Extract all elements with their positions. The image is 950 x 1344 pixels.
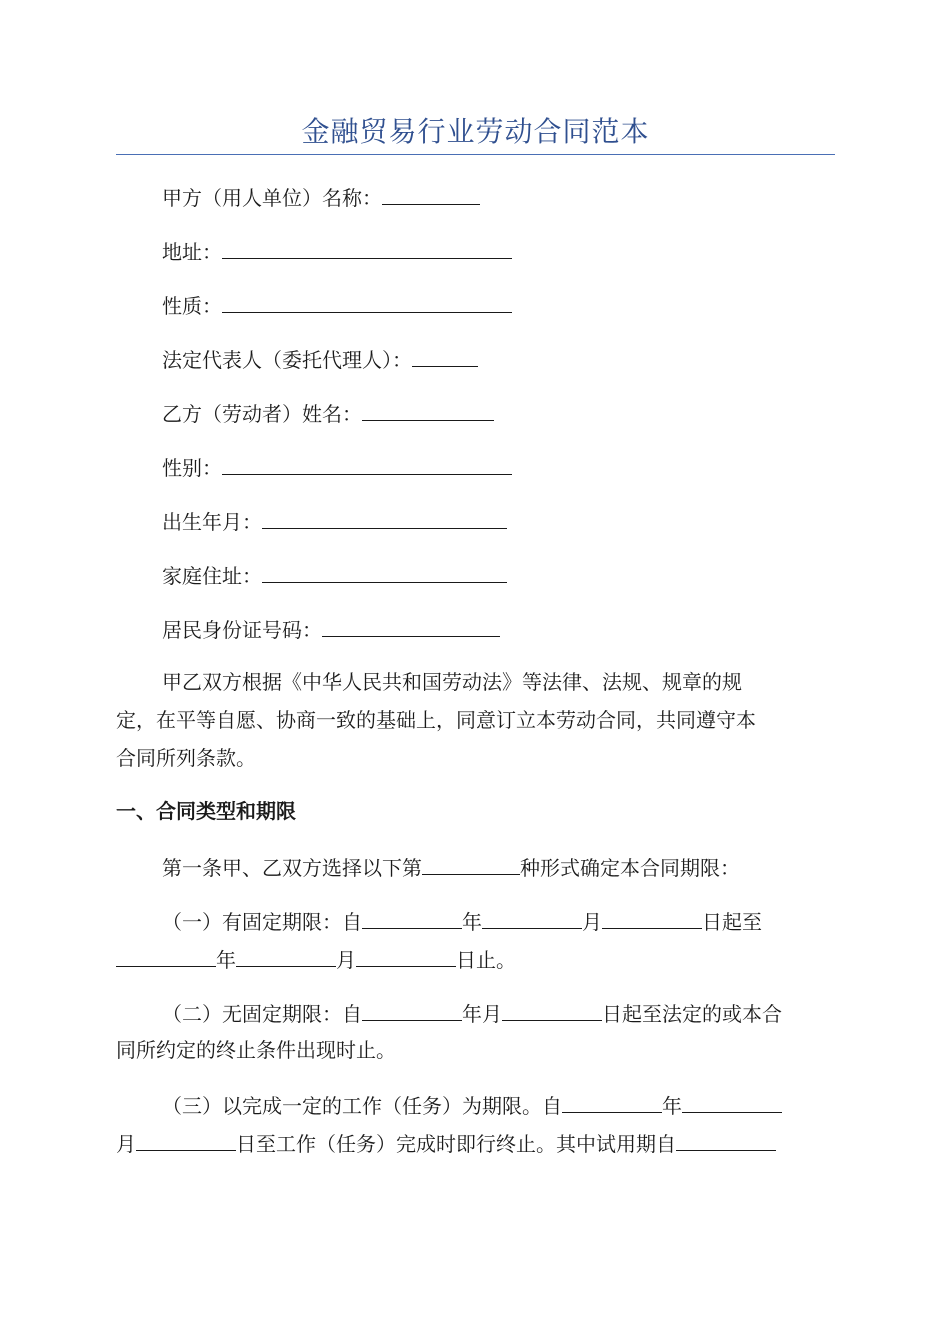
clause-text: 日止。 <box>456 948 516 972</box>
article-1 <box>162 852 740 882</box>
clause-text: 日至工作（任务）完成时即行终止。其中试用期自 <box>236 1132 676 1156</box>
section-heading: 一、合同类型和期限 <box>116 799 296 823</box>
blank-line[interactable] <box>116 944 216 967</box>
clause-text: 年 <box>216 948 236 972</box>
field-home-address <box>162 560 507 590</box>
field-address <box>162 236 512 266</box>
clause-text: （一）有固定期限：自 <box>162 910 362 934</box>
field-label: 地址： <box>162 240 222 264</box>
clause-task-term-cont <box>116 1128 776 1158</box>
blank-line[interactable] <box>222 452 512 475</box>
clause-fixed-term <box>162 906 762 936</box>
blank-line[interactable] <box>136 1128 236 1151</box>
field-label: 居民身份证号码： <box>162 618 322 642</box>
field-label: 法定代表人（委托代理人）： <box>162 348 412 372</box>
clause-text: （三）以完成一定的工作（任务）为期限。自 <box>162 1094 562 1118</box>
field-label: 乙方（劳动者）姓名： <box>162 402 362 426</box>
blank-line[interactable] <box>322 614 500 637</box>
clause-text: （二）无固定期限：自 <box>162 1002 362 1026</box>
blank-line[interactable] <box>356 944 456 967</box>
field-legal-representative <box>162 344 478 374</box>
clause-text: 日起至 <box>702 910 762 934</box>
clause-text: 日起至法定的或本合 <box>602 1002 782 1026</box>
clause-open-term-cont: 同所约定的终止条件出现时止。 <box>116 1038 396 1062</box>
article-text: 种形式确定本合同期限： <box>520 856 740 880</box>
blank-line[interactable] <box>222 290 512 313</box>
field-label: 出生年月： <box>162 510 262 534</box>
clause-fixed-term-cont <box>116 944 516 974</box>
intro-paragraph-line: 甲乙双方根据《中华人民共和国劳动法》等法律、法规、规章的规 <box>162 670 742 694</box>
field-label: 性质： <box>162 294 222 318</box>
blank-line[interactable] <box>502 998 602 1021</box>
title-underline <box>116 154 835 155</box>
clause-text: 年 <box>462 910 482 934</box>
clause-text: 年 <box>662 1094 682 1118</box>
field-label: 家庭住址： <box>162 564 262 588</box>
document-title: 金融贸易行业劳动合同范本 <box>301 115 650 148</box>
clause-text: 月 <box>336 948 356 972</box>
blank-line[interactable] <box>682 1090 782 1113</box>
clause-text: 月 <box>582 910 602 934</box>
blank-line[interactable] <box>362 906 462 929</box>
intro-paragraph-line: 定，在平等自愿、协商一致的基础上，同意订立本劳动合同，共同遵守本 <box>116 708 756 732</box>
article-text: 第一条甲、乙双方选择以下第 <box>162 856 422 880</box>
intro-paragraph-line: 合同所列条款。 <box>116 746 256 770</box>
field-party-a-name <box>162 182 480 212</box>
blank-line[interactable] <box>362 998 462 1021</box>
blank-line[interactable] <box>602 906 702 929</box>
field-gender <box>162 452 512 482</box>
blank-line[interactable] <box>222 236 512 259</box>
clause-task-term <box>162 1090 782 1120</box>
blank-line[interactable] <box>262 560 507 583</box>
clause-text: 月 <box>116 1132 136 1156</box>
field-party-b-name <box>162 398 494 428</box>
field-nature <box>162 290 512 320</box>
blank-line[interactable] <box>236 944 336 967</box>
field-id-number <box>162 614 500 644</box>
blank-line[interactable] <box>362 398 494 421</box>
blank-line[interactable] <box>482 906 582 929</box>
blank-line[interactable] <box>412 344 478 367</box>
field-label: 甲方（用人单位）名称： <box>162 186 382 210</box>
clause-open-term <box>162 998 782 1028</box>
clause-text: 年月 <box>462 1002 502 1026</box>
blank-line[interactable] <box>422 852 520 875</box>
blank-line[interactable] <box>262 506 507 529</box>
blank-line[interactable] <box>676 1128 776 1151</box>
blank-line[interactable] <box>382 182 480 205</box>
blank-line[interactable] <box>562 1090 662 1113</box>
field-birth-date <box>162 506 507 536</box>
field-label: 性别： <box>162 456 222 480</box>
